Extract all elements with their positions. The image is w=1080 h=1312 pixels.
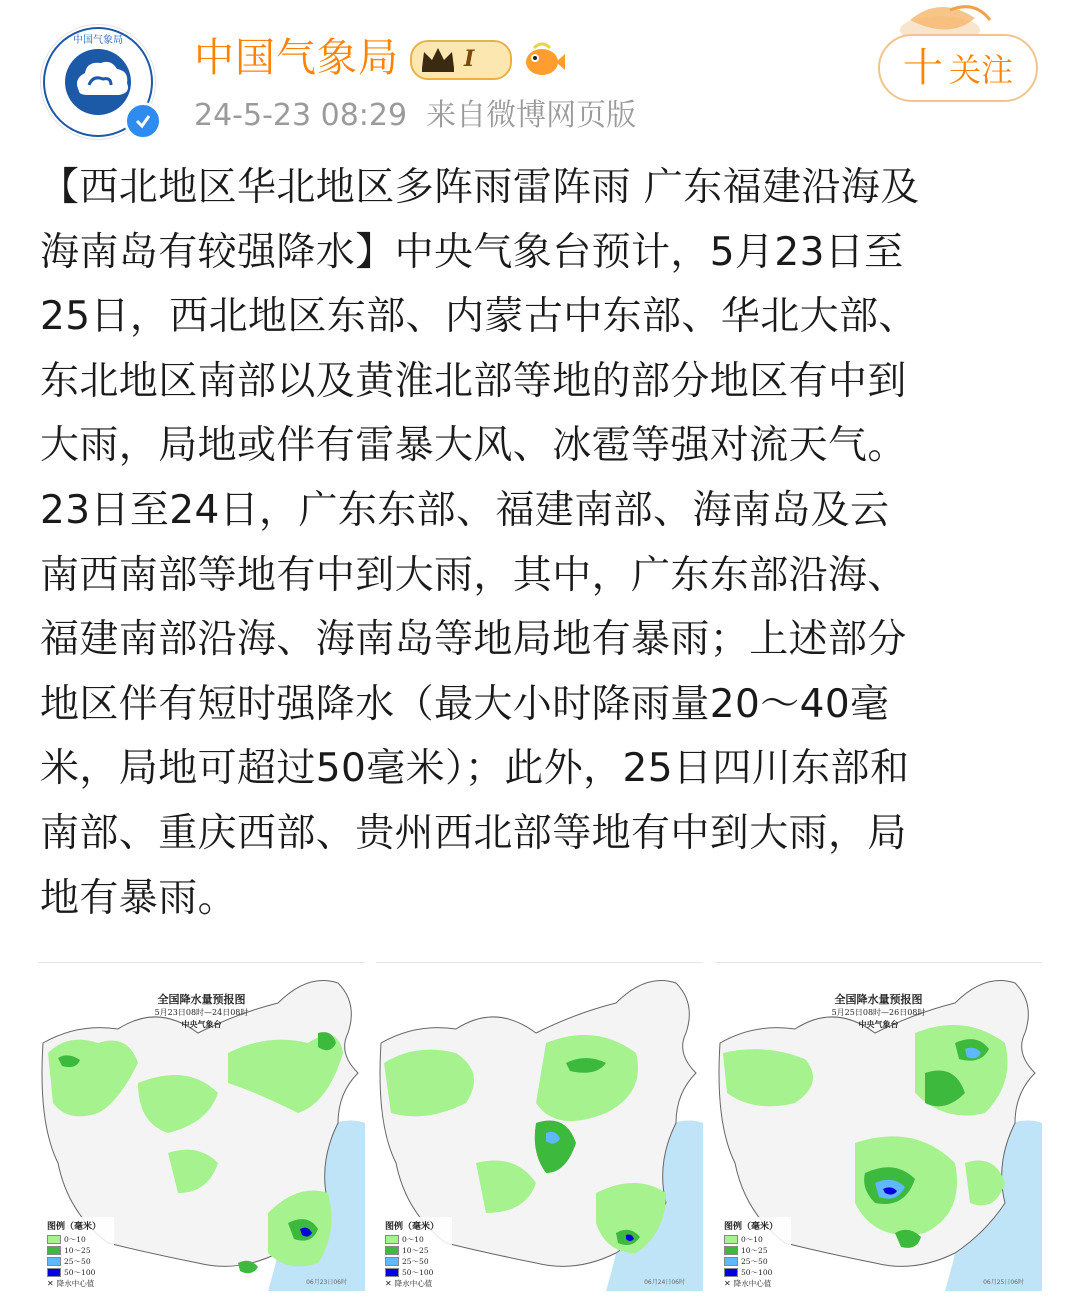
forecast-map-image-1[interactable]	[38, 962, 365, 1291]
map-legend	[44, 1217, 114, 1291]
map-period: 5月23日08时—24日08时	[154, 1008, 249, 1017]
legend-swatch	[724, 1268, 738, 1277]
precip-center-icon: ✕	[47, 1279, 54, 1288]
post-line: 地有暴雨。	[40, 875, 238, 921]
legend-swatch	[385, 1268, 399, 1277]
legend-item	[385, 1278, 449, 1289]
legend-label: 10～25	[402, 1246, 429, 1255]
precip-center-icon: ✕	[385, 1279, 392, 1288]
legend-item	[47, 1245, 111, 1256]
vip-level-badge[interactable]	[410, 40, 512, 80]
post-source[interactable]: 来自微博网页版	[426, 98, 637, 133]
legend-item	[47, 1234, 111, 1245]
badge-group	[410, 38, 566, 82]
image-gallery	[38, 962, 1042, 1290]
map-legend	[382, 1217, 452, 1291]
legend-label: 25～50	[64, 1257, 91, 1266]
legend-label: 50～100	[741, 1268, 773, 1277]
map-issuer: 中央气象台	[181, 1019, 222, 1029]
follow-button[interactable]	[878, 34, 1038, 102]
svg-text:中国气象局: 中国气象局	[73, 35, 123, 46]
post-header	[0, 0, 1080, 150]
legend-swatch	[47, 1235, 61, 1244]
legend-label: 25～50	[741, 1257, 768, 1266]
legend-swatch	[47, 1257, 61, 1266]
legend-item	[385, 1256, 449, 1267]
legend-label: 降水中心值	[733, 1279, 772, 1288]
legend-item	[47, 1267, 111, 1278]
precip-center-icon: ✕	[724, 1279, 731, 1288]
post-line: 米，局地可超过50毫米）；此外，25日四川东部和	[40, 746, 910, 792]
legend-item	[385, 1234, 449, 1245]
legend-swatch	[385, 1235, 399, 1244]
post-line: 23日至24日，广东东部、福建南部、海南岛及云	[40, 487, 890, 533]
legend-swatch	[724, 1246, 738, 1255]
post-line: 福建南部沿海、海南岛等地局地有暴雨；上述部分	[40, 617, 907, 663]
legend-label: 50～100	[64, 1268, 96, 1277]
map-legend	[721, 1217, 791, 1291]
legend-swatch	[385, 1246, 399, 1255]
legend-swatch	[47, 1268, 61, 1277]
legend-label: 10～25	[64, 1246, 91, 1255]
legend-label: 0～10	[741, 1235, 763, 1244]
post-line: 南西南部等地有中到大雨，其中，广东东部沿海、	[40, 552, 907, 598]
fish-badge-icon[interactable]	[520, 40, 566, 80]
post-line: 东北地区南部以及黄淮北部等地的部分地区有中到	[40, 358, 907, 404]
legend-swatch	[385, 1257, 399, 1266]
map-footer: 06月23日06时	[306, 1279, 347, 1286]
map-title: 全国降水量预报图	[834, 993, 923, 1006]
follow-label: 关注	[948, 51, 1013, 89]
legend-item	[724, 1245, 788, 1256]
map-footer: 06月25日06时	[983, 1279, 1024, 1286]
post-line: 25日，西北地区东部、内蒙古中东部、华北大部、	[40, 294, 918, 340]
legend-item	[385, 1267, 449, 1278]
legend-label: 50～100	[402, 1268, 434, 1277]
legend-swatch	[724, 1257, 738, 1266]
legend-item	[385, 1245, 449, 1256]
plus-icon: 十	[902, 45, 943, 91]
crown-icon	[418, 44, 458, 74]
verified-badge-icon	[124, 102, 162, 140]
post-line: 大雨，局地或伴有雷暴大风、冰雹等强对流天气。	[40, 423, 907, 469]
map-title: 全国降水量预报图	[157, 993, 246, 1006]
legend-label: 降水中心值	[56, 1279, 95, 1288]
post-line: 南部、重庆西部、贵州西北部等地有中到大雨，局	[40, 810, 907, 856]
legend-swatch	[47, 1246, 61, 1255]
legend-title: 图例（毫米）	[385, 1222, 440, 1232]
post-line: 【西北地区华北地区多阵雨雷阵雨 广东福建沿海及	[40, 165, 920, 210]
legend-item	[47, 1256, 111, 1267]
legend-label: 10～25	[741, 1246, 768, 1255]
forecast-map-image-3[interactable]	[715, 962, 1042, 1291]
map-issuer: 中央气象台	[858, 1019, 899, 1029]
map-period: 5月25日08时—26日08时	[831, 1008, 926, 1017]
level-text: I	[464, 46, 475, 72]
legend-item	[724, 1267, 788, 1278]
legend-label: 0～10	[402, 1235, 424, 1244]
account-name[interactable]: 中国气象局	[194, 35, 399, 81]
legend-swatch	[724, 1235, 738, 1244]
legend-label: 25～50	[402, 1257, 429, 1266]
legend-title: 图例（毫米）	[47, 1222, 102, 1232]
post-timestamp: 24-5-23 08:29	[194, 98, 408, 133]
legend-item	[724, 1256, 788, 1267]
legend-item	[724, 1278, 788, 1289]
legend-item	[724, 1234, 788, 1245]
legend-item	[47, 1278, 111, 1289]
post-body	[40, 156, 1040, 931]
legend-label: 0～10	[64, 1235, 86, 1244]
map-footer: 06月24日06时	[644, 1279, 685, 1286]
legend-label: 降水中心值	[394, 1279, 433, 1288]
forecast-map-image-2[interactable]	[376, 962, 703, 1291]
post-line: 地区伴有短时强降水（最大小时降雨量20～40毫	[40, 681, 890, 727]
post-line: 海南岛有较强降水】中央气象台预计，5月23日至	[40, 229, 904, 275]
post-meta	[194, 96, 636, 136]
legend-title: 图例（毫米）	[724, 1222, 779, 1232]
